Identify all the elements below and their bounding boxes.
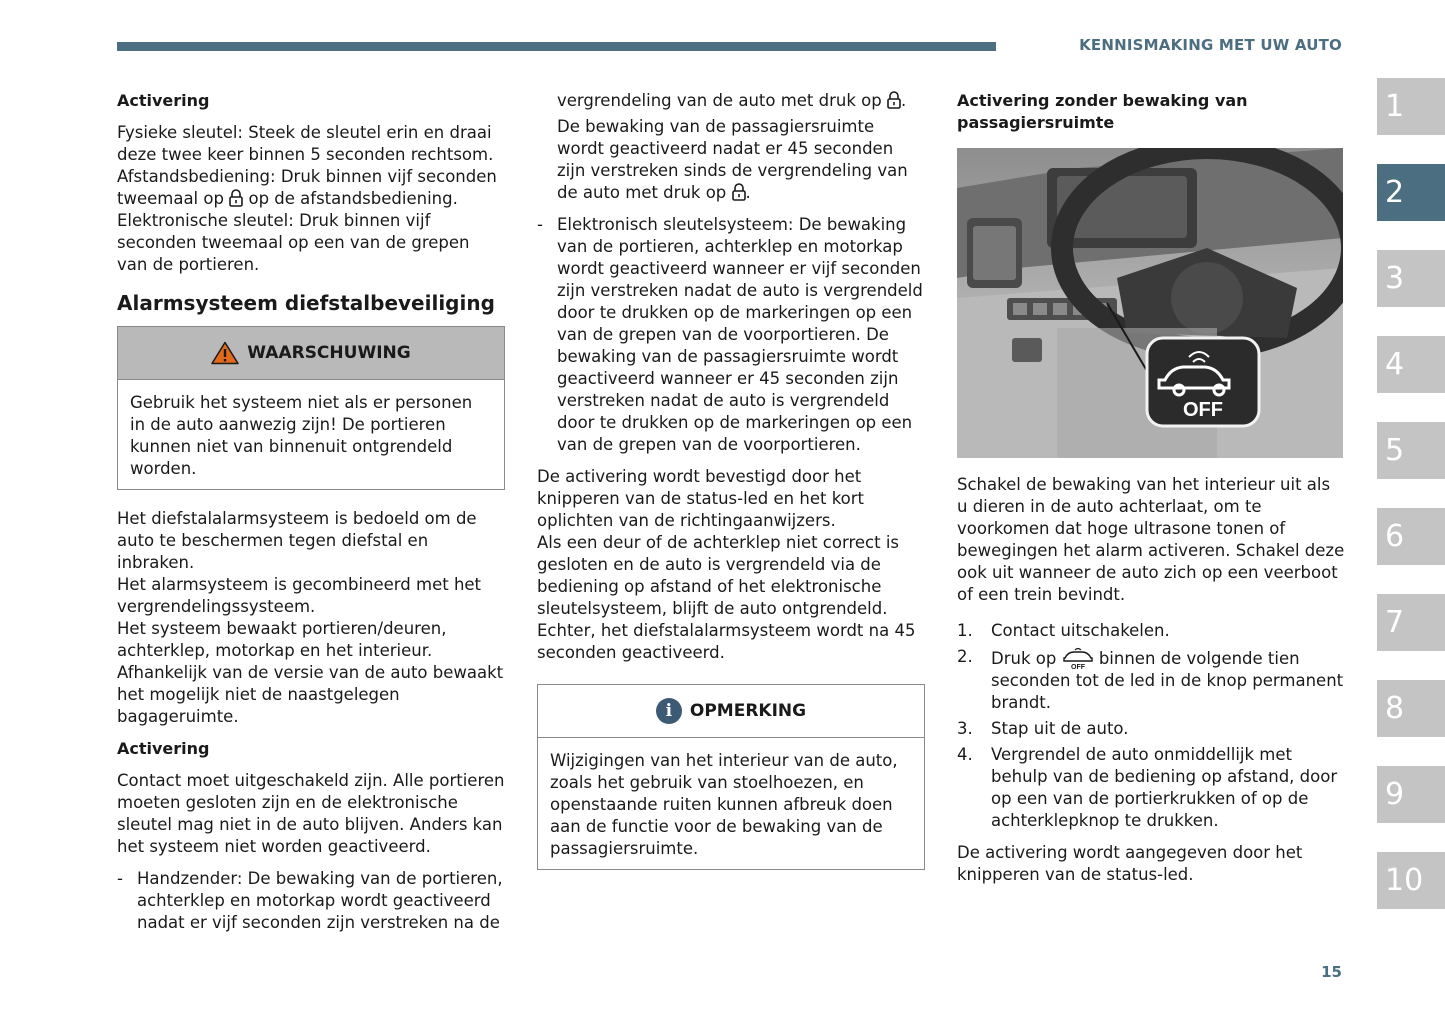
- paragraph: Afstandsbediening: Druk binnen vijf seconden tweemaal op op de afstandsbediening.: [117, 167, 497, 208]
- list-item: 2. Druk op OFF binnen de volgende tien seconden tot de led in de knop permanent brandt.: [957, 647, 1344, 712]
- chapter-tab-5[interactable]: 5: [1377, 422, 1445, 479]
- section-title: Alarmsysteem diefstalbeveiliging: [117, 291, 495, 315]
- warning-box: [117, 326, 505, 490]
- list-item-continued: vergrendeling van de auto met druk op . De bewaking van de passagiersruimte wordt geactiveerd nadat er 45 seconden zijn verstreken sinds de vergrendeling van de auto met druk op .: [557, 91, 908, 202]
- chapter-tab-9[interactable]: 9: [1377, 766, 1445, 823]
- note-title: OPMERKING: [689, 701, 807, 721]
- note-text: Wijzigingen van het interieur van de auto, zoals het gebruik van stoelhoezen, en openstaande ruiten kunnen afbreuk doen aan de functie voor de bewaking van de passagiersruimte.: [550, 751, 898, 858]
- steps-list: [957, 620, 1345, 832]
- warning-text: Gebruik het systeem niet als er personen in de auto aanwezig zijn! De portieren kunnen niet van binnenuit ontgrendeld worden.: [130, 393, 473, 478]
- subheading: Activering zonder bewaking van passagiersruimte: [957, 91, 1248, 132]
- chapter-tab-10[interactable]: 10: [1377, 852, 1445, 909]
- chapter-tab-6[interactable]: 6: [1377, 508, 1445, 565]
- warning-header: [118, 327, 504, 380]
- chapter-tab-2[interactable]: 2: [1377, 164, 1445, 221]
- list-item: - Handzender: De bewaking van de portieren, achterklep en motorkap wordt geactiveerd nadat er vijf seconden zijn verstreken na de: [117, 869, 503, 932]
- warning-icon: [211, 341, 239, 365]
- list-item: - Elektronisch sleutelsysteem: De bewaking van de portieren, achterklep en motorkap wordt geactiveerd wanneer er vijf seconden zijn verstreken nadat de auto is vergrendeld door te drukken op de markeringen op een van de grepen van de voorportieren. De bewaking van de passagiersruimte wordt geactiveerd wanneer er 45 seconden zijn verstreken nadat de auto is vergrendeld door te drukken op de markeringen op een van de grepen van de voorportieren.: [537, 215, 923, 454]
- paragraph: De activering wordt bevestigd door het knipperen van de status-led en het kort oplichten van de richtingaanwijzers.: [537, 467, 865, 530]
- column-right: [957, 90, 1345, 896]
- paragraph: Als een deur of de achterklep niet correct is gesloten en de auto is vergrendeld via de bediening op afstand of het elektronische sleutelsysteem, blijft de auto ontgrendeld. Echter, het diefstalalarmsysteem wordt na 45 seconden geactiveerd.: [537, 533, 916, 662]
- note-header: [538, 685, 924, 738]
- note-box: [537, 684, 925, 870]
- paragraph: Elektronische sleutel: Druk binnen vijf seconden tweemaal op een van de grepen van de portieren.: [117, 211, 470, 274]
- list-item: 3. Stap uit de auto.: [957, 719, 1129, 738]
- subheading-activering: Activering: [117, 91, 210, 110]
- off-icon-label: OFF: [1070, 664, 1085, 670]
- interior-monitoring-off-icon: [1062, 646, 1094, 670]
- paragraph: Afhankelijk van de versie van de auto bewaakt het mogelijk niet de naastgelegen bagageruimte.: [117, 663, 504, 726]
- paragraph: Het systeem bewaakt portieren/deuren, achterklep, motorkap en het interieur.: [117, 619, 447, 660]
- column-middle: [537, 90, 925, 888]
- header-bar: [117, 42, 996, 51]
- paragraph: Contact moet uitgeschakeld zijn. Alle portieren moeten gesloten zijn en de elektronische sleutel mag niet in de auto blijven. Anders kan het systeem niet worden geactiveerd.: [117, 771, 505, 856]
- chapter-tab-4[interactable]: 4: [1377, 336, 1445, 393]
- paragraph: Schakel de bewaking van het interieur uit als u dieren in de auto achterlaat, om te voorkomen dat hoge ultrasone tonen of bewegingen het alarm activeren. Schakel deze ook uit wanneer de auto zich op een veerboot of een trein bevindt.: [957, 475, 1345, 604]
- chapter-tab-7[interactable]: 7: [1377, 594, 1445, 651]
- paragraph: Het diefstalalarmsysteem is bedoeld om de auto te beschermen tegen diefstal en inbraken.: [117, 509, 477, 572]
- list-item: 4. Vergrendel de auto onmiddellijk met behulp van de bediening op afstand, door op een van de portierkrukken of op de achterklepknop te drukken.: [957, 745, 1338, 830]
- paragraph: De activering wordt aangegeven door het knipperen van de status-led.: [957, 843, 1303, 884]
- info-icon: i: [656, 698, 682, 724]
- photo-label: OFF: [1183, 399, 1223, 421]
- warning-title: WAARSCHUWING: [247, 343, 411, 363]
- chapter-tab-1[interactable]: 1: [1377, 78, 1445, 135]
- dashboard-photo: [957, 148, 1343, 458]
- lock-icon: [732, 183, 746, 201]
- chapter-title: KENNISMAKING MET UW AUTO: [1079, 36, 1342, 54]
- chapter-tabs: [1377, 78, 1445, 938]
- lock-icon: [887, 91, 901, 109]
- chapter-tab-8[interactable]: 8: [1377, 680, 1445, 737]
- subheading-activering: Activering: [117, 739, 210, 758]
- page-number: 15: [1321, 963, 1342, 981]
- column-left: [117, 90, 505, 944]
- lock-icon: [229, 189, 243, 207]
- paragraph: Het alarmsysteem is gecombineerd met het vergrendelingssysteem.: [117, 575, 482, 616]
- list-item: 1. Contact uitschakelen.: [957, 621, 1170, 640]
- paragraph: Fysieke sleutel: Steek de sleutel erin en draai deze twee keer binnen 5 seconden rechtsom.: [117, 123, 494, 164]
- chapter-tab-3[interactable]: 3: [1377, 250, 1445, 307]
